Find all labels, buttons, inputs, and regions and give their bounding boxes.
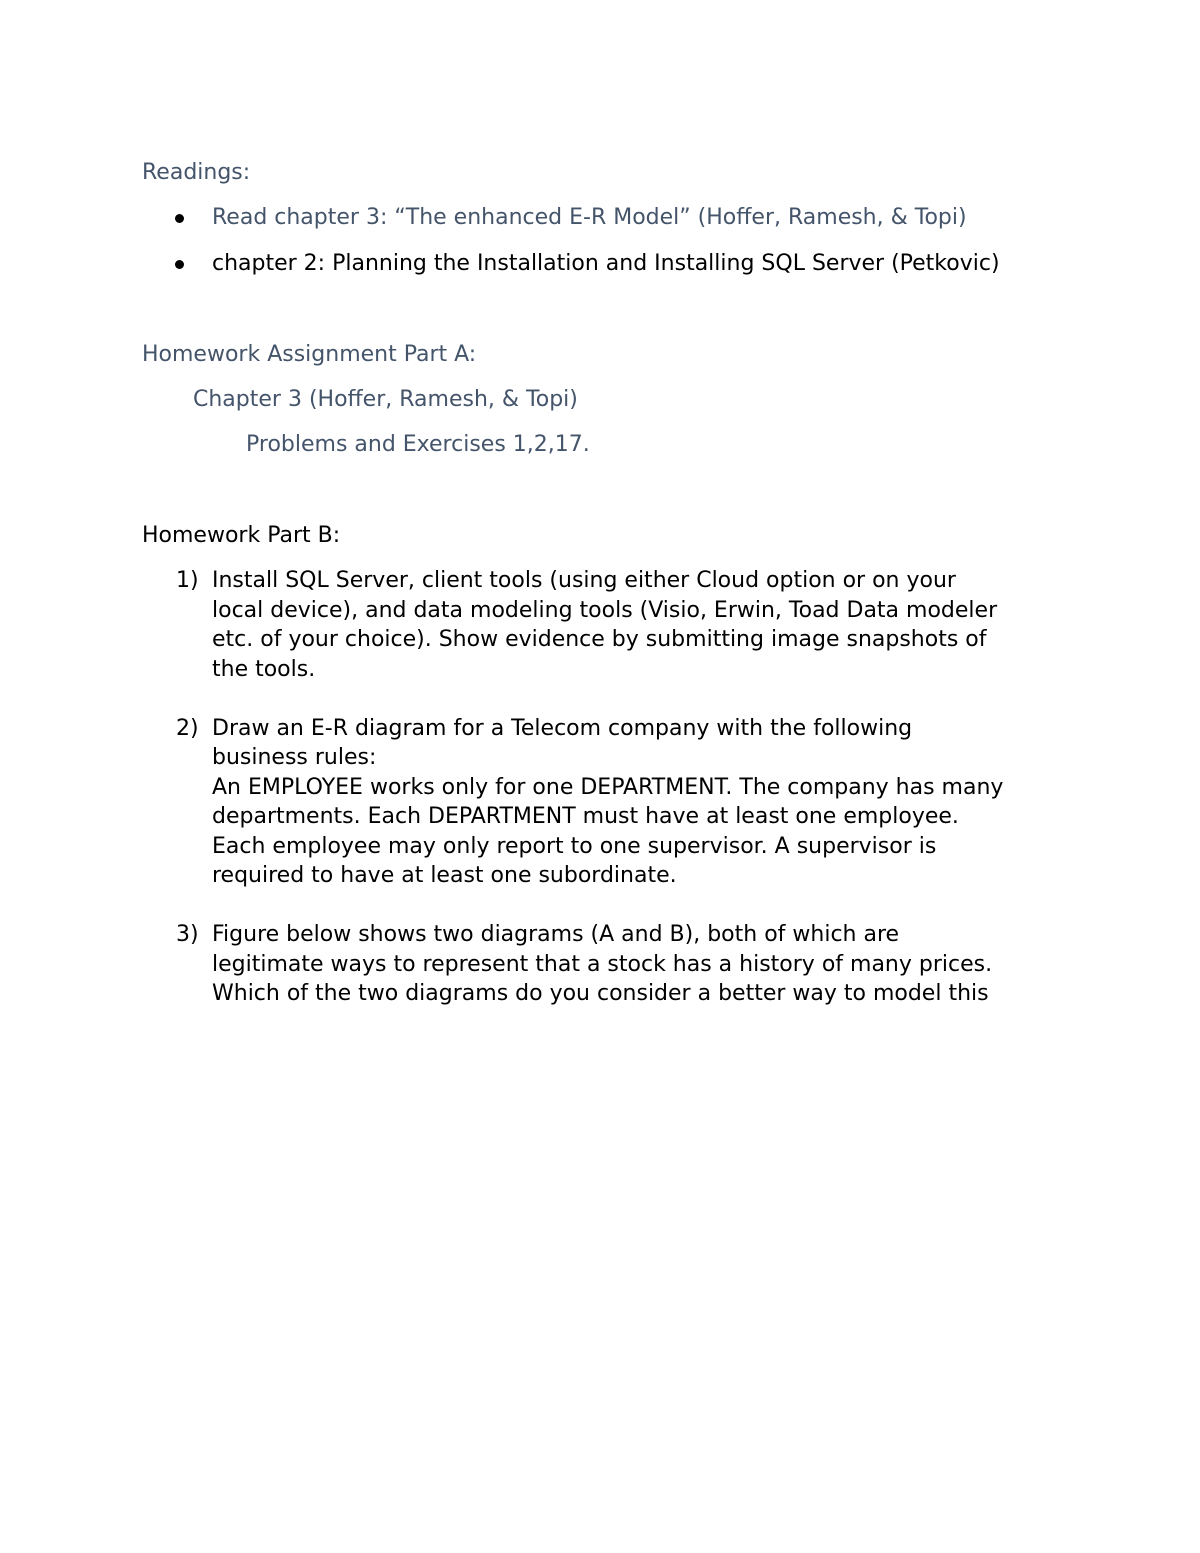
list-item xyxy=(142,249,1000,295)
item-text-line: Figure below shows two diagrams (A and B), both of which are xyxy=(212,922,900,947)
readings-heading: Readings: xyxy=(142,160,251,185)
reading-item-text: Read chapter 3: “The enhanced E-R Model” (Hoffer, Ramesh, & Topi) xyxy=(212,205,967,230)
item-text-line: business rules: xyxy=(212,745,377,770)
part-a-chapter: Chapter 3 (Hoffer, Ramesh, & Topi) xyxy=(193,387,578,412)
item-number: 3) xyxy=(176,922,199,947)
item-number: 2) xyxy=(176,715,199,741)
item-text-line: local device), and data modeling tools (Visio, Erwin, Toad Data modeler xyxy=(212,597,998,623)
bullet-icon xyxy=(175,214,184,223)
item-text-line: Draw an E-R diagram for a Telecom company with the following xyxy=(212,715,913,741)
part-a-problems: Problems and Exercises 1,2,17. xyxy=(246,432,590,457)
readings-list xyxy=(142,203,1000,295)
item-text-line: departments. Each DEPARTMENT must have at least one employee. xyxy=(212,804,959,829)
item-text-line: Install SQL Server, client tools (using either Cloud option or on your xyxy=(212,568,956,593)
item-text-line: the tools. xyxy=(212,656,316,682)
bullet-icon xyxy=(175,260,184,269)
item-text-line: Which of the two diagrams do you consider a better way to model this xyxy=(212,981,989,1006)
part-a-heading: Homework Assignment Part A: xyxy=(142,342,477,367)
item-text-line: required to have at least one subordinate. xyxy=(212,863,677,888)
list-item xyxy=(142,566,1072,684)
item-text-line: An EMPLOYEE works only for one DEPARTMENT. The company has many xyxy=(212,774,1004,800)
item-text-line: Each employee may only report to one supervisor. A supervisor is xyxy=(212,833,937,859)
list-item xyxy=(142,714,1072,891)
reading-item-text: chapter 2: Planning the Installation and Installing SQL Server (Petkovic) xyxy=(212,251,1000,276)
list-item xyxy=(142,203,1000,249)
list-item xyxy=(142,920,1072,1009)
item-text-line: legitimate ways to represent that a stock has a history of many prices. xyxy=(212,951,993,977)
item-number: 1) xyxy=(176,568,199,593)
part-b-heading: Homework Part B: xyxy=(142,523,341,548)
item-text-line: etc. of your choice). Show evidence by submitting image snapshots of xyxy=(212,627,987,652)
part-b-list xyxy=(142,566,1072,1038)
